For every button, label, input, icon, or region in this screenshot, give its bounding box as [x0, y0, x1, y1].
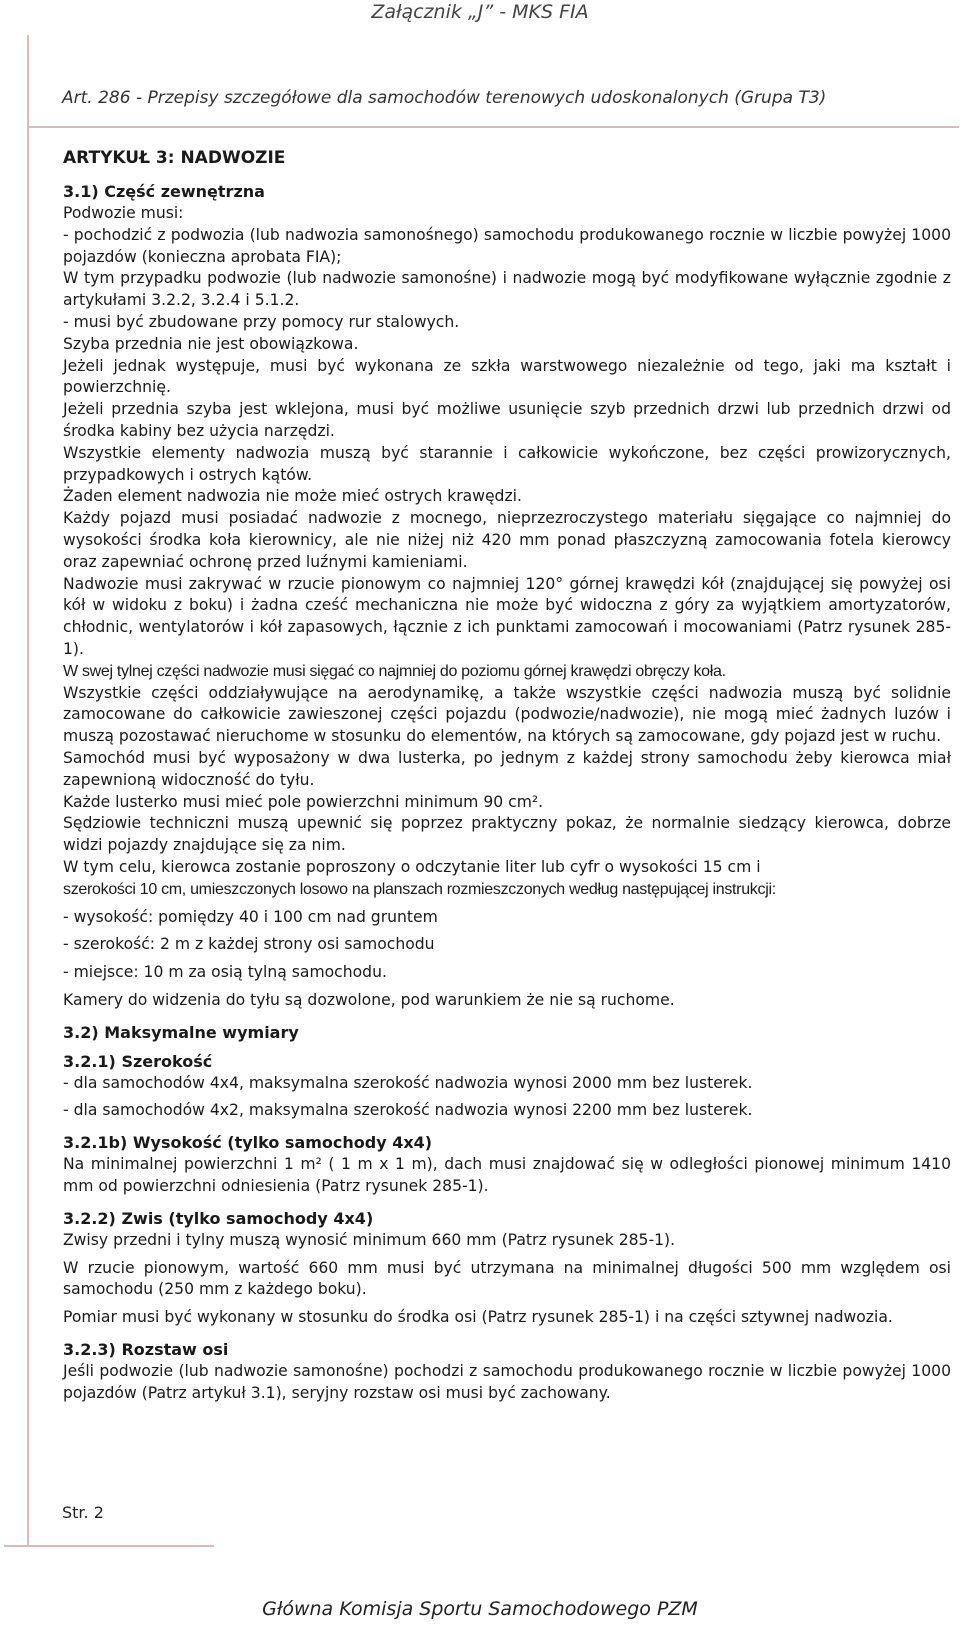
header-rule — [27, 126, 959, 128]
paragraph: Każde lusterko musi mieć pole powierzchni minimum 90 cm². — [63, 792, 544, 811]
paragraph: W tym celu, kierowca zostanie poproszony o odczytanie liter lub cyfr o wysokości 15 cm i — [63, 857, 761, 876]
section-heading-3-2-3: 3.2.3) Rozstaw osi — [63, 1340, 229, 1360]
paragraph: Kamery do widzenia do tyłu są dozwolone, pod warunkiem że nie są ruchome. — [63, 990, 675, 1009]
section-heading-3-2-1: 3.2.1) Szerokość — [63, 1051, 213, 1071]
paragraph: Jeśli podwozie (lub nadwozie samonośne) pochodzi z samochodu produkowanego rocznie w liczbie powyżej 1000 pojazdów (Patrz artykuł 3.1), seryjny rozstaw osi musi być zachowany. — [63, 1362, 951, 1402]
list-item: - wysokość: pomiędzy 40 i 100 cm nad gruntem — [63, 907, 438, 926]
list-item: - szerokość: 2 m z każdej strony osi samochodu — [63, 935, 435, 954]
paragraph: Na minimalnej powierzchni 1 m² ( 1 m x 1 m), dach musi znajdować się w odległości pionowej minimum 1410 mm od powierzchni odniesienia (Patrz rysunek 285-1). — [63, 1155, 951, 1196]
paragraph: W swej tylnej części nadwozie musi sięgać co najmniej do poziomu górnej krawędzi obręczy koła. — [63, 662, 726, 680]
paragraph: Jeżeli jednak występuje, musi być wykonana ze szkła warstwowego niezależnie od tego, jaki ma kształt i powierzchnię. — [63, 356, 951, 397]
document-subtitle: Art. 286 - Przepisy szczegółowe dla samochodów terenowych udoskonalonych (Grupa T3) — [62, 88, 827, 108]
paragraph: - musi być zbudowane przy pomocy rur stalowych. — [63, 312, 460, 331]
header-title: Załącznik „J” - MKS FIA — [371, 1, 589, 23]
footer-rule — [4, 1545, 214, 1547]
article-heading: ARTYKUŁ 3: NADWOZIE — [63, 148, 286, 168]
paragraph: Zwisy przedni i tylny muszą wynosić minimum 660 mm (Patrz rysunek 285-1). — [63, 1230, 676, 1249]
paragraph: Pomiar musi być wykonany w stosunku do środka osi (Patrz rysunek 285-1) i na części sztywnej nadwozia. — [63, 1308, 893, 1327]
section-heading-3-2: 3.2) Maksymalne wymiary — [63, 1022, 299, 1042]
paragraph: W tym przypadku podwozie (lub nadwozie samonośne) i nadwozie mogą być modyfikowane wyłącznie zgodnie z artykułami 3.2.2, 3.2.4 i 5.1.2. — [63, 269, 951, 310]
paragraph: Podwozie musi: — [63, 204, 184, 222]
paragraph: Każdy pojazd musi posiadać nadwozie z mocnego, nieprzezroczystego materiału sięgające co najmniej do wysokości środka koła kierownicy, ale nie niżej niż 420 mm ponad płaszczyzną zamocowania fotela kierowcy oraz zapewniać ochronę przed luźnymi kamieniami. — [63, 509, 951, 571]
section-heading-3-2-2: 3.2.2) Zwis (tylko samochody 4x4) — [63, 1208, 374, 1228]
paragraph: - pochodzić z podwozia (lub nadwozia samonośnego) samochodu produkowanego rocznie w liczbie powyżej 1000 pojazdów (konieczna aprobata FIA); — [63, 225, 951, 266]
paragraph: Nadwozie musi zakrywać w rzucie pionowym co najmniej 120° górnej krawędzi kół (znajdującej się powyżej osi kół w widoku z boku) i żadna cześć mechaniczna nie może być widoczna z góry za wyjątkiem amortyzatorów, chłodnic, wentylatorów i kół zapasowych, łącznie z ich punktami zamocowań i mocowaniami (Patrz rysunek 285-1). — [63, 574, 951, 658]
paragraph: Sędziowie techniczni muszą upewnić się poprzez praktyczny pokaz, że normalnie siedzący kierowca, dobrze widzi pojazdy znajdujące się za nim. — [63, 814, 951, 855]
paragraph: W rzucie pionowym, wartość 660 mm musi być utrzymana na minimalnej długości 500 mm względem osi samochodu (250 mm z każdego boku). — [63, 1258, 951, 1299]
paragraph: Wszystkie elementy nadwozia muszą być starannie i całkowicie wykończone, bez części prowizorycznych, przypadkowych i ostrych kątów. — [63, 443, 951, 484]
paragraph: Szyba przednia nie jest obowiązkowa. — [63, 334, 359, 353]
paragraph: szerokości 10 cm, umieszczonych losowo na planszach rozmieszczonych według następującej instrukcji: — [63, 880, 776, 898]
paragraph: Samochód musi być wyposażony w dwa lusterka, po jednym z każdej strony samochodu żeby kierowca miał zapewnioną widoczność do tyłu. — [63, 748, 951, 789]
list-item: - miejsce: 10 m za osią tylną samochodu. — [63, 963, 387, 982]
paragraph: - dla samochodów 4x2, maksymalna szerokość nadwozia wynosi 2200 mm bez lusterek. — [63, 1101, 753, 1120]
paragraph: - dla samochodów 4x4, maksymalna szerokość nadwozia wynosi 2000 mm bez lusterek. — [63, 1073, 753, 1092]
section-heading-3-2-1b: 3.2.1b) Wysokość (tylko samochody 4x4) — [63, 1133, 433, 1153]
paragraph: Żaden element nadwozia nie może mieć ostrych krawędzi. — [63, 487, 522, 506]
footer-organization: Główna Komisja Sportu Samochodowego PZM — [262, 1598, 698, 1620]
paragraph: Jeżeli przednia szyba jest wklejona, musi być możliwe usunięcie szyb przednich drzwi lub przednich drzwi od środka kabiny bez użycia narzędzi. — [63, 400, 951, 440]
margin-rule-vertical — [27, 35, 29, 1545]
page-number: Str. 2 — [62, 1503, 104, 1522]
article-body — [63, 146, 951, 1405]
paragraph: Wszystkie części oddziaływujące na aerodynamikę, a także wszystkie części nadwozia muszą być solidnie zamocowane do całkowicie zawieszonej części pojazdu (podwozie/nadwozie), nie mogą mieć żadnych luzów i muszą pozostawać nieruchome w stosunku do elementów, na których są zamocowane, gdy pojazd jest w ruchu. — [63, 683, 951, 746]
section-heading-3-1: 3.1) Część zewnętrzna — [63, 182, 265, 201]
